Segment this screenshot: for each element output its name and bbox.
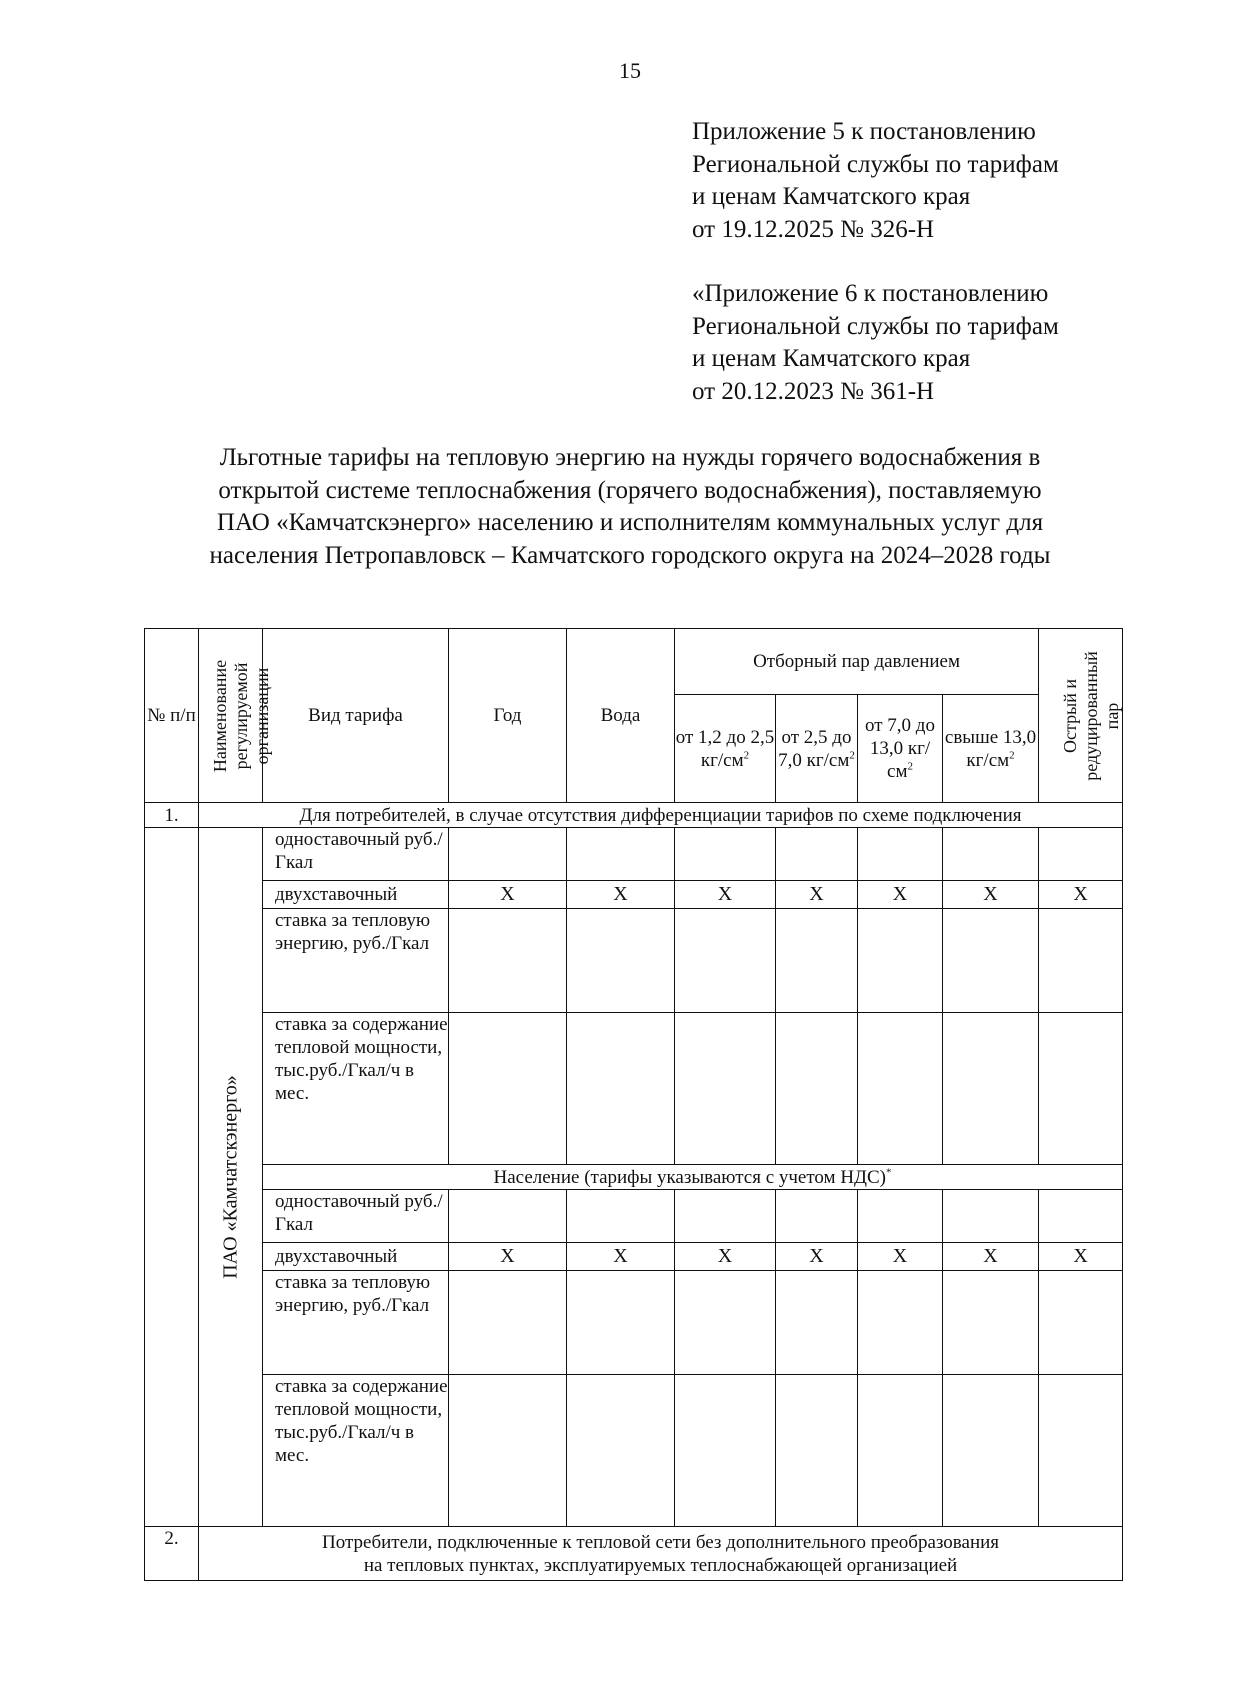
table-row	[145, 1190, 1123, 1243]
row-capacity-rate: ставка за содержание тепловой мощности, тыс.руб./Гкал/ч в мес.	[263, 1013, 449, 1165]
x-mark: Х	[1039, 881, 1123, 909]
population-title-text: Население (тарифы указываются с учетом НДС)	[493, 1166, 887, 1188]
title-line: Льготные тарифы на тепловую энергию на нужды горячего водоснабжения в	[219, 444, 1041, 471]
empty-num-cell	[145, 828, 199, 1527]
section-2-title	[199, 1527, 1123, 1581]
x-mark: Х	[567, 1243, 675, 1271]
header-steam-1	[675, 695, 776, 803]
header-org	[199, 629, 272, 803]
header-steam-1-text: от 1,2 до 2,5 кг/см	[675, 726, 775, 771]
x-mark: Х	[858, 881, 943, 909]
appendix-line: Региональной службы по тарифам	[692, 312, 1059, 340]
header-steam-2-text: от 2,5 до 7,0 кг/см	[778, 726, 852, 771]
table-row	[145, 828, 1123, 881]
header-steam-3	[858, 695, 943, 803]
appendix-current-reference	[692, 116, 1059, 246]
table-row	[145, 1271, 1123, 1375]
superscript: 2	[907, 760, 913, 773]
x-mark: Х	[567, 881, 675, 909]
table-row	[145, 1243, 1123, 1271]
tariff-table	[144, 628, 1123, 1581]
header-org-text: Наименование регулируемой организации	[209, 659, 272, 772]
title-line: открытой системе теплоснабжения (горячего водоснабжения), поставляемую	[218, 476, 1042, 504]
footnote-mark: *	[886, 1166, 892, 1179]
appendix-line: от 20.12.2023 № 361-Н	[692, 377, 935, 405]
x-mark: Х	[776, 1243, 858, 1271]
title-line: ПАО «Камчатскэнерго» населению и исполнителям коммунальных услуг для	[216, 509, 1044, 536]
x-mark: Х	[858, 1243, 943, 1271]
header-water: Вода	[567, 629, 675, 803]
document-title	[130, 442, 1130, 572]
appendix-line: Региональной службы по тарифам	[692, 150, 1059, 178]
appendix-line: от 19.12.2025 № 326-Н	[692, 215, 935, 243]
header-steam-group: Отборный пар давлением	[675, 629, 1039, 695]
header-steam-4	[943, 695, 1039, 803]
section-1-row	[145, 803, 1123, 828]
section-2-line: Потребители, подключенные к тепловой сети без дополнительного преобразования	[322, 1531, 1000, 1553]
row-energy-rate: ставка за тепловую энергию, руб./Гкал	[263, 909, 449, 1013]
header-row-1	[145, 629, 1123, 695]
section-1-title: Для потребителей, в случае отсутствия дифференциации тарифов по схеме подключения	[199, 803, 1123, 828]
appendix-previous-reference	[692, 278, 1059, 408]
page-number: 15	[619, 58, 641, 83]
header-year: Год	[449, 629, 567, 803]
x-mark: Х	[776, 881, 858, 909]
superscript: 2	[743, 749, 750, 762]
section-2-row	[145, 1527, 1123, 1581]
header-sharp-text: Острый и редуцированный пар	[1059, 650, 1122, 781]
table-row	[145, 881, 1123, 909]
x-mark: Х	[943, 1243, 1039, 1271]
table-row	[145, 1013, 1123, 1165]
x-mark: Х	[675, 881, 776, 909]
row-double-rate: двухставочный	[263, 881, 449, 909]
header-sharp-steam	[1039, 629, 1123, 803]
title-line: населения Петропавловск – Камчатского городского округа на 2024–2028 годы	[209, 541, 1051, 569]
row-capacity-rate: ставка за содержание тепловой мощности, тыс.руб./Гкал/ч в мес.	[263, 1375, 449, 1527]
population-title	[263, 1165, 1123, 1190]
x-mark: Х	[1039, 1243, 1123, 1271]
section-1-num: 1.	[145, 803, 199, 828]
appendix-line: «Приложение 6 к постановлению	[692, 280, 1049, 307]
row-double-rate: двухставочный	[263, 1243, 449, 1271]
row-energy-rate: ставка за тепловую энергию, руб./Гкал	[263, 1271, 449, 1375]
superscript: 2	[849, 749, 855, 762]
x-mark: Х	[675, 1243, 776, 1271]
header-steam-4-text: свыше 13,0 кг/см	[944, 726, 1037, 771]
org-name: ПАО «Камчатскэнерго»	[219, 1075, 241, 1279]
section-2-num: 2.	[145, 1527, 199, 1581]
header-steam-2	[776, 695, 858, 803]
population-row	[145, 1165, 1123, 1190]
header-num: № п/п	[145, 629, 199, 803]
appendix-line: и ценам Камчатского края	[692, 183, 971, 210]
row-single-rate: одноставочный руб./Гкал	[263, 828, 449, 881]
appendix-line: и ценам Камчатского края	[692, 345, 971, 372]
header-steam-3-text: от 7,0 до 13,0 кг/см	[865, 715, 935, 782]
table-row	[145, 909, 1123, 1013]
header-tariff-type: Вид тарифа	[263, 629, 449, 803]
x-mark: Х	[943, 881, 1039, 909]
superscript: 2	[1009, 749, 1015, 762]
org-name-cell	[199, 828, 263, 1527]
section-2-line: на тепловых пунктах, эксплуатируемых теплоснабжающей организацией	[363, 1554, 958, 1576]
table-row	[145, 1375, 1123, 1527]
x-mark: Х	[449, 881, 567, 909]
row-single-rate: одноставочный руб./Гкал	[263, 1190, 449, 1243]
x-mark: Х	[449, 1243, 567, 1271]
appendix-line: Приложение 5 к постановлению	[692, 118, 1036, 145]
